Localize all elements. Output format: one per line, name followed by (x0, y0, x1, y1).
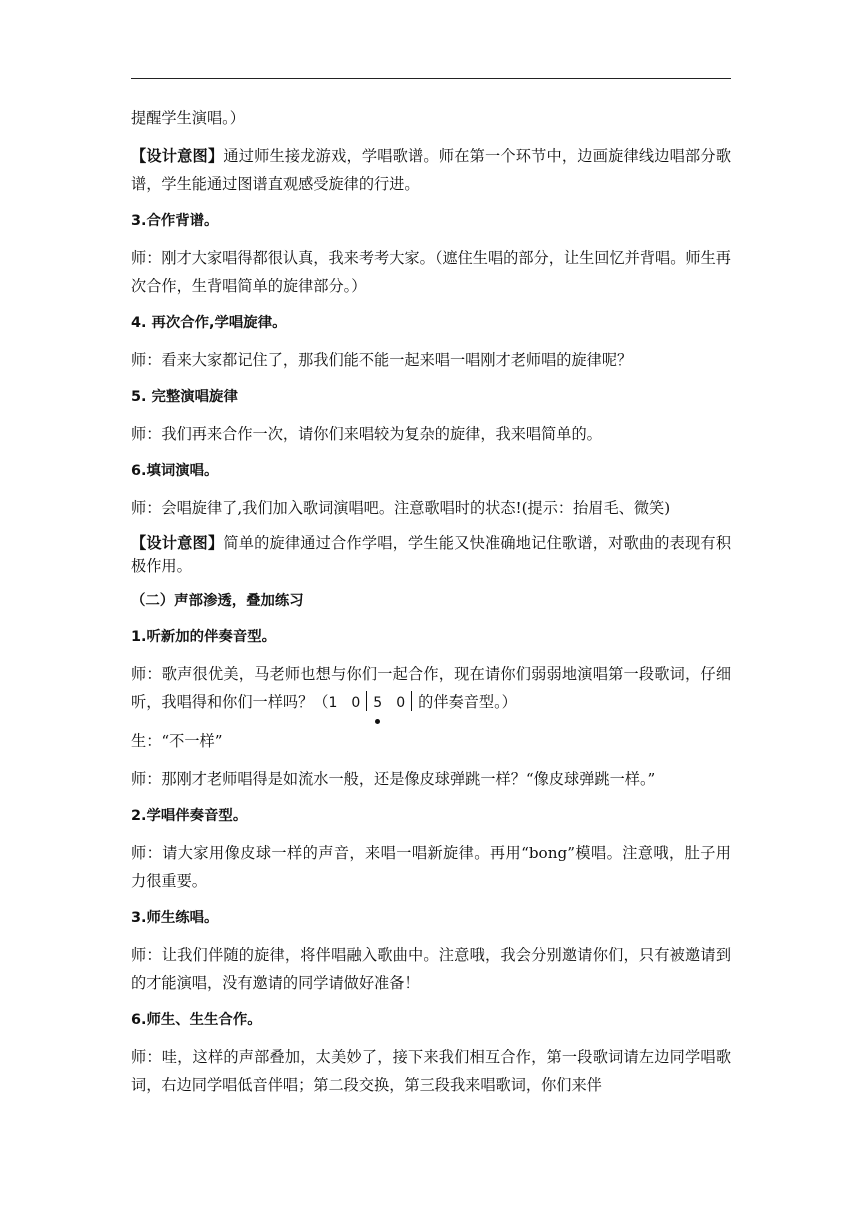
low-octave-dot (375, 719, 380, 724)
paragraph: 师：那刚才老师唱得是如流水一般，还是像皮球弹跳一样？“像皮球弹跳一样。” (131, 770, 656, 788)
section-heading: 6.填词演唱。 (131, 463, 219, 479)
paragraph-text: 通过师生接龙游戏，学唱歌谱。师在第一个环节中，边画旋律线边唱部分歌谱，学生能通过图谱直观感受旋律的行进。 (131, 147, 732, 193)
paragraph-with-notation (131, 660, 731, 717)
paragraph: 师：请大家用像皮球一样的声音，来唱一唱新旋律。再用“bong”模唱。注意哦，肚子用力很重要。 (131, 844, 731, 890)
note: 0 (351, 695, 361, 711)
dotted-note (373, 689, 382, 717)
bar-line (411, 691, 412, 711)
rhythm-notation (328, 689, 418, 717)
paragraph: 师：哇，这样的声部叠加，太美妙了，接下来我们相互合作，第一段歌词请左边同学唱歌词，右边同学唱低音伴唱；第二段交换，第三段我来唱歌词，你们来伴 (131, 1048, 731, 1094)
paragraph-text: 的伴奏音型。） (418, 693, 517, 711)
paragraph: 师：看来大家都记住了，那我们能不能一起来唱一唱刚才老师唱的旋律呢？ (131, 351, 633, 369)
paragraph: 师：会唱旋律了,我们加入歌词演唱吧。注意歌唱时的状态!(提示：抬眉毛、微笑) (131, 499, 671, 517)
paragraph: 提醒学生演唱。） (131, 109, 245, 127)
document-body (131, 104, 731, 1109)
section-heading: 1.听新加的伴奏音型。 (131, 629, 276, 645)
section-heading: 6.师生、生生合作。 (131, 1012, 262, 1028)
paragraph: 师：刚才大家唱得都很认真，我来考考大家。（遮住生唱的部分，让生回忆并背唱。师生再次合作，生背唱简单的旋律部分。） (131, 249, 731, 295)
section-heading: 3.合作背谱。 (131, 213, 219, 229)
section-heading: 2.学唱伴奏音型。 (131, 808, 248, 824)
design-intent-paragraph (131, 142, 731, 198)
paragraph: 师：我们再来合作一次，请你们来唱较为复杂的旋律，我来唱简单的。 (131, 425, 602, 443)
note: 0 (396, 695, 406, 711)
design-intent-label: 【设计意图】 (131, 534, 224, 552)
section-heading: 3.师生练唱。 (131, 910, 219, 926)
section-heading: 5. 完整演唱旋律 (131, 389, 238, 405)
paragraph: 师：让我们伴随的旋律，将伴唱融入歌曲中。注意哦，我会分别邀请你们，只有被邀请到的才能演唱，没有邀请的同学请做好准备！ (131, 946, 731, 992)
paragraph-text: 师：歌声很优美，马老师也想与你们一起合作，现在请你们弱弱地演唱第一段歌词，仔细听，我唱得和你们一样吗？（ (131, 665, 731, 711)
design-intent-paragraph (131, 532, 731, 578)
note: 1 (328, 695, 338, 711)
header-rule (131, 78, 731, 79)
note: 5 (373, 695, 383, 711)
section-heading: （二）声部渗透，叠加练习 (131, 593, 304, 609)
paragraph: 生：“不一样” (131, 732, 223, 750)
design-intent-label: 【设计意图】 (131, 147, 224, 165)
bar-line (366, 691, 367, 711)
section-heading: 4. 再次合作,学唱旋律。 (131, 315, 287, 331)
paragraph-text: 简单的旋律通过合作学唱，学生能又快准确地记住歌谱，对歌曲的表现有积极作用。 (131, 534, 732, 575)
